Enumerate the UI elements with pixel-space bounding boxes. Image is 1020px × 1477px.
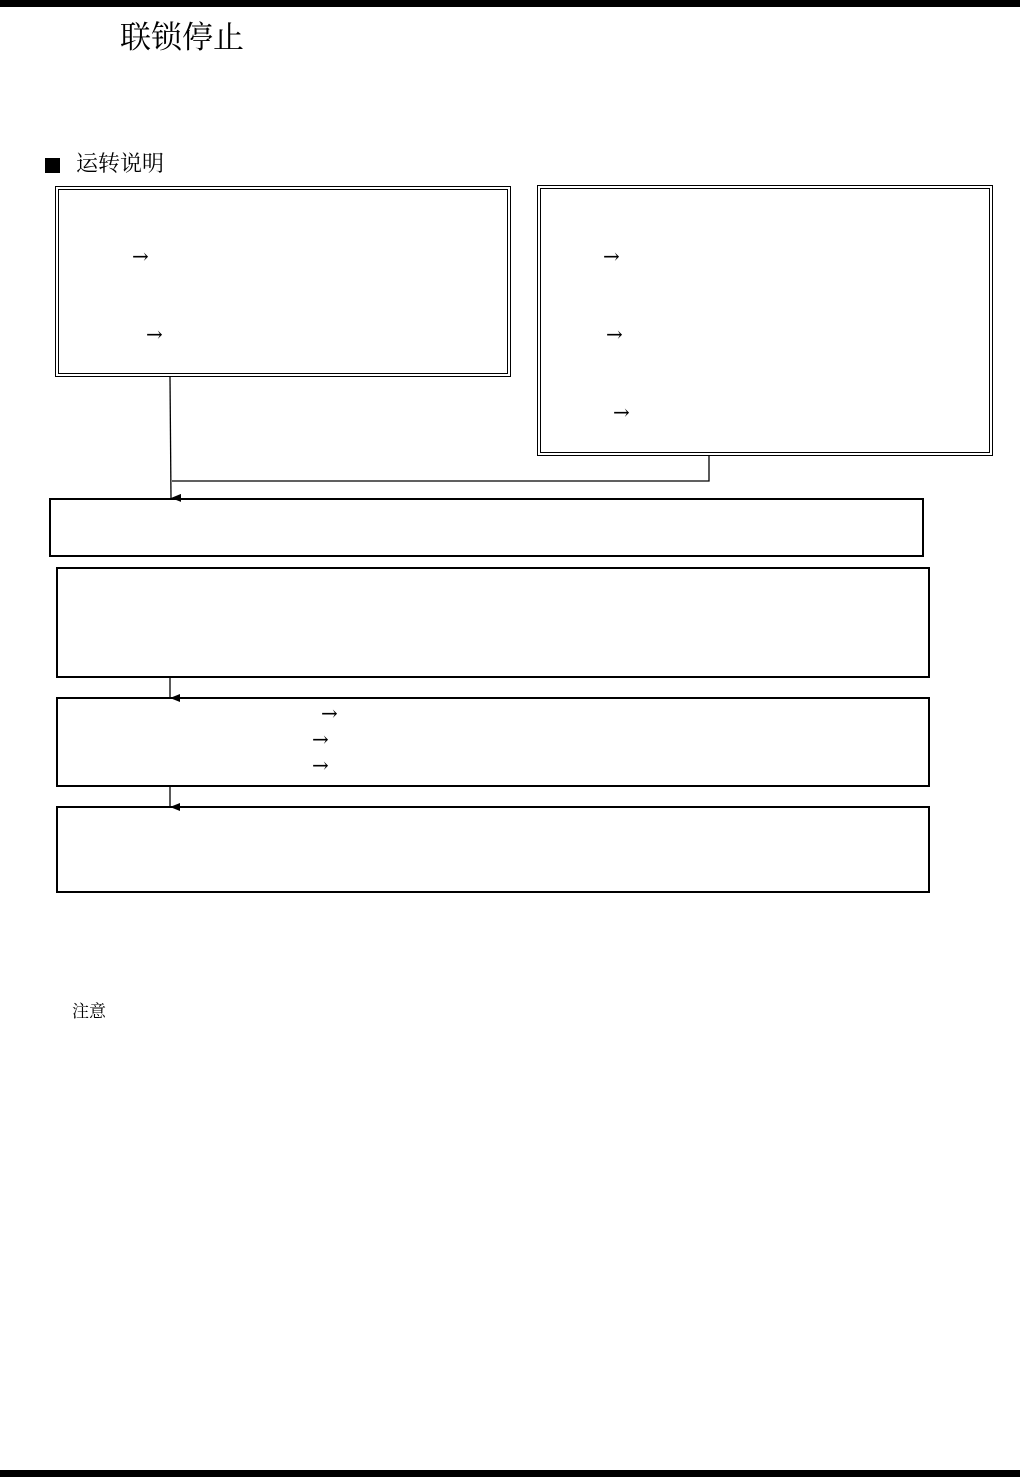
bottom-rule <box>0 1470 1020 1477</box>
arrow-icon: → <box>606 322 623 346</box>
arrow-icon: → <box>146 322 163 346</box>
arrow-icon: → <box>132 244 149 268</box>
arrow-icon: → <box>312 753 329 777</box>
section-heading-label: 运转说明 <box>76 152 165 177</box>
connector-right-join <box>172 456 709 481</box>
arrow-icon: → <box>613 400 630 424</box>
note-label: 注意 <box>72 1002 106 1022</box>
page-title: 联锁停止 <box>120 20 244 56</box>
arrow-icon: → <box>603 244 620 268</box>
connector-left-down <box>170 377 171 498</box>
arrow-icon: → <box>312 727 329 751</box>
arrow-icon: → <box>321 701 338 725</box>
